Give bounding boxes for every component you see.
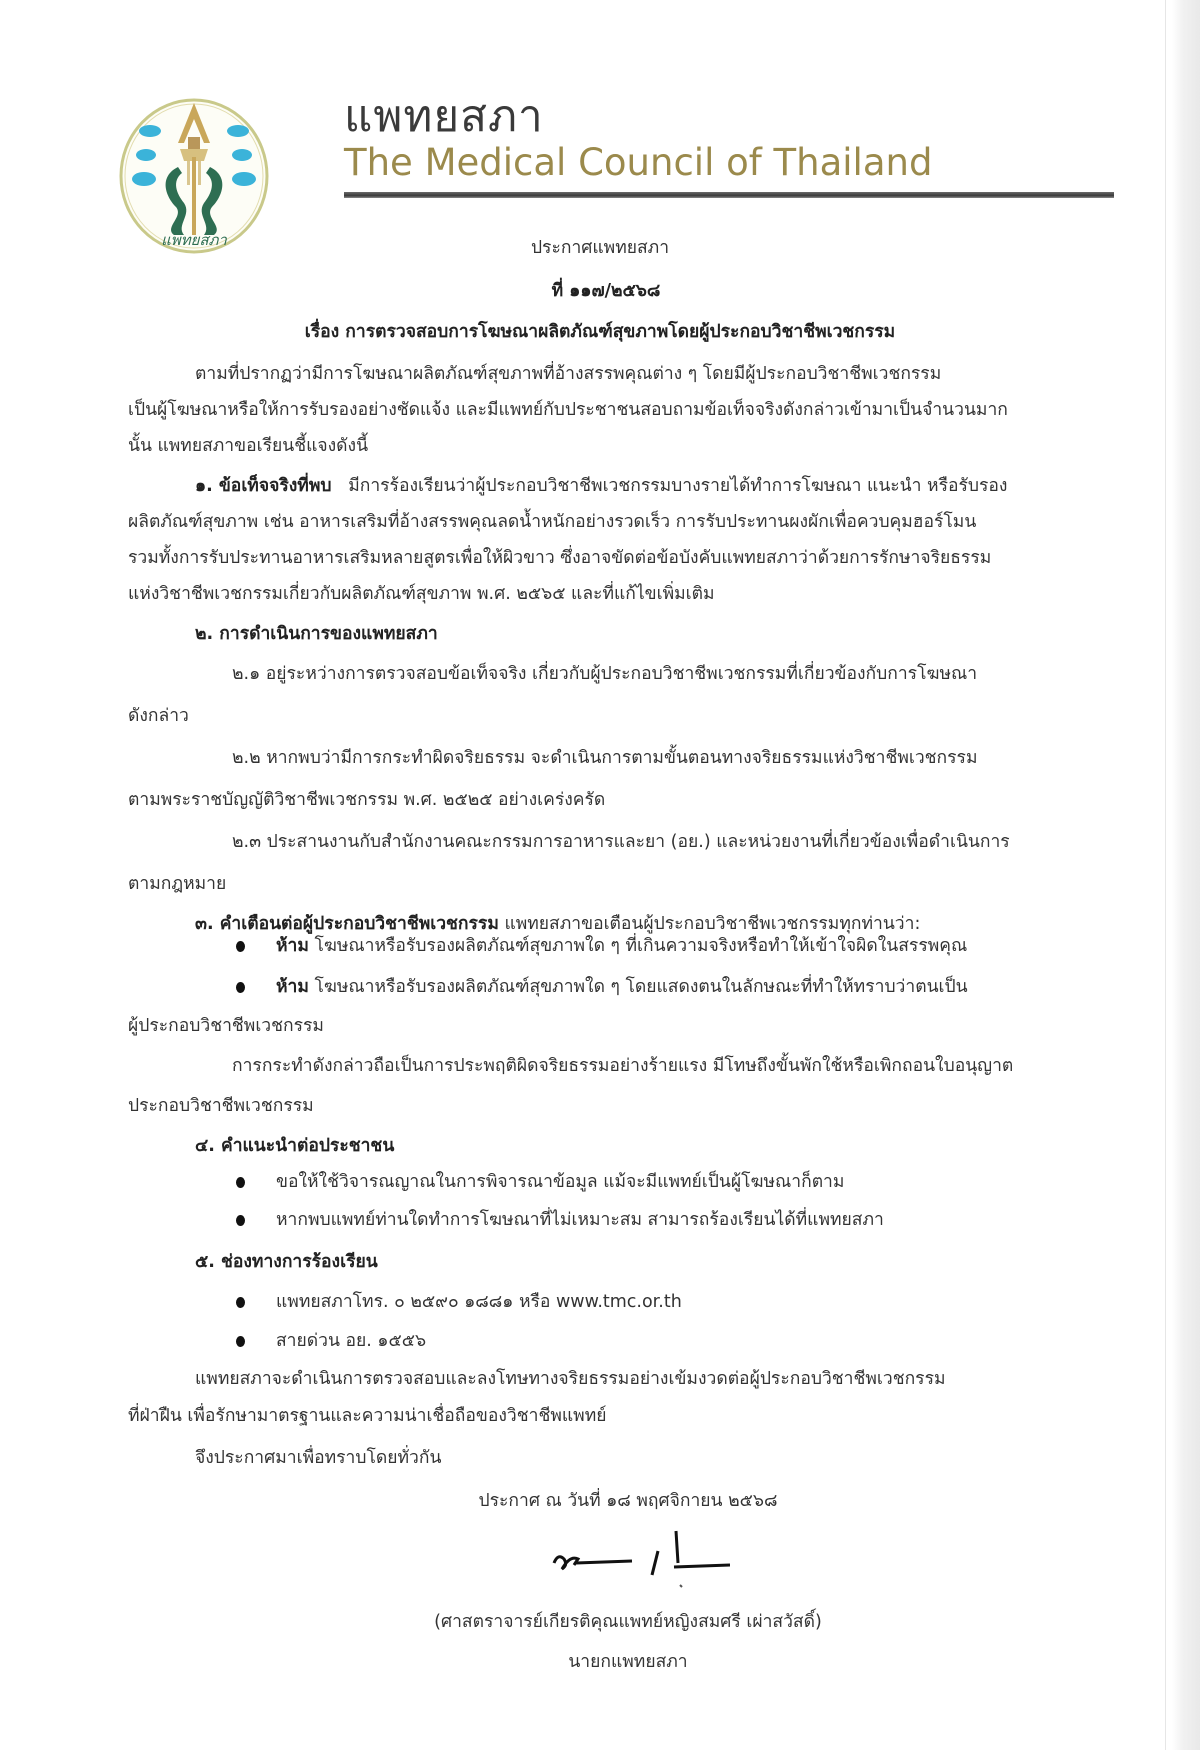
section-1-heading: ๑. ข้อเท็จจริงที่พบ [195, 476, 332, 496]
signatory-name: (ศาสตราจารย์เกียรติคุณแพทย์หญิงสมศรี เผ่าสวัสดิ์) [434, 1612, 822, 1632]
prohibition-label: ห้าม [276, 977, 309, 997]
section-2-item-1-cont: ดังกล่าว [128, 706, 189, 726]
section-4-bullet-1: ขอให้ใช้วิจารณญาณในการพิจารณาข้อมูล แม้จะมีแพทย์เป็นผู้โฆษณาก็ตาม [276, 1172, 845, 1192]
announcement-date: ประกาศ ณ วันที่ ๑๘ พฤศจิกายน ๒๕๖๘ [478, 1491, 778, 1511]
org-name-thai: แพทยสภา [344, 91, 544, 142]
intro-line-1: ตามที่ปรากฏว่ามีการโฆษณาผลิตภัณฑ์สุขภาพที่อ้างสรรพคุณต่าง ๆ โดยมีผู้ประกอบวิชาชีพเวชกรรม [195, 364, 942, 384]
contact-hotline: สายด่วน อย. ๑๕๕๖ [276, 1331, 427, 1351]
section-3-lead: แพทยสภาขอเตือนผู้ประกอบวิชาชีพเวชกรรมทุกท่านว่า: [504, 914, 921, 934]
prohibition-label: ห้าม [276, 936, 309, 956]
signature [540, 1525, 730, 1600]
intro-line-3: นั้น แพทยสภาขอเรียนชี้แจงดังนี้ [128, 436, 369, 456]
section-3-penalty: การกระทำดังกล่าวถือเป็นการประพฤติผิดจริยธรรมอย่างร้ายแรง มีโทษถึงขั้นพักใช้หรือเพิกถอนใบอนุญาต [232, 1056, 1014, 1076]
medical-council-logo [118, 97, 270, 255]
section-3-bullet-2-cont: ผู้ประกอบวิชาชีพเวชกรรม [128, 1016, 324, 1036]
page-edge-line [1165, 0, 1166, 1750]
section-3-first-line [195, 912, 920, 936]
section-3-penalty-cont: ประกอบวิชาชีพเวชกรรม [128, 1096, 314, 1116]
section-2-heading: ๒. การดำเนินการของแพทยสภา [195, 624, 438, 644]
bullet-icon [236, 1297, 245, 1308]
page-edge-shadow [1172, 0, 1200, 1750]
section-2-item-1: ๒.๑ อยู่ระหว่างการตรวจสอบข้อเท็จจริง เกี่ยวกับผู้ประกอบวิชาชีพเวชกรรมที่เกี่ยวข้องกับการโฆษณา [232, 664, 978, 684]
header-rule [344, 192, 1114, 198]
section-1-line-2: ผลิตภัณฑ์สุขภาพ เช่น อาหารเสริมที่อ้างสรรพคุณลดน้ำหนักอย่างรวดเร็ว การรับประทานผงผักเพื่อควบคุมฮอร์โมน [128, 512, 977, 532]
closing-line-1: แพทยสภาจะดำเนินการตรวจสอบและลงโทษทางจริยธรรมอย่างเข้มงวดต่อผู้ประกอบวิชาชีพเวชกรรม [195, 1369, 946, 1389]
section-2-item-3: ๒.๓ ประสานงานกับสำนักงานคณะกรรมการอาหารและยา (อย.) และหน่วยงานที่เกี่ยวข้องเพื่อดำเนินการ [232, 832, 1010, 852]
section-1-first-line [195, 474, 1007, 498]
section-1-line-4: แห่งวิชาชีพเวชกรรมเกี่ยวกับผลิตภัณฑ์สุขภาพ พ.ศ. ๒๕๖๕ และที่แก้ไขเพิ่มเติม [128, 584, 715, 604]
section-4-heading: ๔. คำแนะนำต่อประชาชน [195, 1136, 395, 1156]
bullet-icon [236, 941, 245, 952]
announcement-subject: เรื่อง การตรวจสอบการโฆษณาผลิตภัณฑ์สุขภาพโดยผู้ประกอบวิชาชีพเวชกรรม [304, 322, 896, 342]
section-5-heading: ๕. ช่องทางการร้องเรียน [195, 1252, 378, 1272]
section-2-item-2: ๒.๒ หากพบว่ามีการกระทำผิดจริยธรรม จะดำเนินการตามขั้นตอนทางจริยธรรมแห่งวิชาชีพเวชกรรม [232, 748, 978, 768]
bullet-icon [236, 1215, 245, 1226]
bullet-icon [236, 982, 245, 993]
section-1-text: มีการร้องเรียนว่าผู้ประกอบวิชาชีพเวชกรรมบางรายได้ทำการโฆษณา แนะนำ หรือรับรอง [348, 476, 1008, 496]
section-1-line-3: รวมทั้งการรับประทานอาหารเสริมหลายสูตรเพื่อให้ผิวขาว ซึ่งอาจขัดต่อข้อบังคับแพทยสภาว่าด้วยการรักษาจริยธรรม [128, 548, 992, 568]
section-3-bullet-1: ห้าม โฆษณาหรือรับรองผลิตภัณฑ์สุขภาพใด ๆ ที่เกินความจริงหรือทำให้เข้าใจผิดในสรรพคุณ [276, 936, 968, 956]
org-name-english: The Medical Council of Thailand [344, 141, 933, 184]
bullet-icon [236, 1336, 245, 1347]
section-3-heading: ๓. คำเตือนต่อผู้ประกอบวิชาชีพเวชกรรม [195, 914, 499, 934]
closing-line-2: ที่ฝ่าฝืน เพื่อรักษามาตรฐานและความน่าเชื่อถือของวิชาชีพแพทย์ [128, 1406, 607, 1426]
bullet-icon [236, 1177, 245, 1188]
announcement-issuer: ประกาศแพทยสภา [530, 238, 670, 258]
closing-line-3: จึงประกาศมาเพื่อทราบโดยทั่วกัน [195, 1448, 442, 1468]
signatory-title: นายกแพทยสภา [568, 1652, 688, 1672]
contact-phone-website: แพทยสภาโทร. ๐ ๒๕๙๐ ๑๘๘๑ หรือ www.tmc.or.th [276, 1292, 682, 1312]
section-2-item-3-cont: ตามกฎหมาย [128, 874, 227, 894]
intro-line-2: เป็นผู้โฆษณาหรือให้การรับรองอย่างชัดแจ้ง และมีแพทย์กับประชาชนสอบถามข้อเท็จจริงดังกล่าวเข้ามาเป็นจำนวนมาก [128, 400, 1008, 420]
section-3-bullet-2: ห้าม โฆษณาหรือรับรองผลิตภัณฑ์สุขภาพใด ๆ โดยแสดงตนในลักษณะที่ทำให้ทราบว่าตนเป็น [276, 977, 968, 997]
logo-label: แพทยสภา [161, 231, 227, 249]
announcement-number: ที่ ๑๑๗/๒๕๖๘ [551, 281, 661, 301]
section-2-item-2-cont: ตามพระราชบัญญัติวิชาชีพเวชกรรม พ.ศ. ๒๕๒๕ อย่างเคร่งครัด [128, 790, 606, 810]
section-4-bullet-2: หากพบแพทย์ท่านใดทำการโฆษณาที่ไม่เหมาะสม สามารถร้องเรียนได้ที่แพทยสภา [276, 1210, 884, 1230]
